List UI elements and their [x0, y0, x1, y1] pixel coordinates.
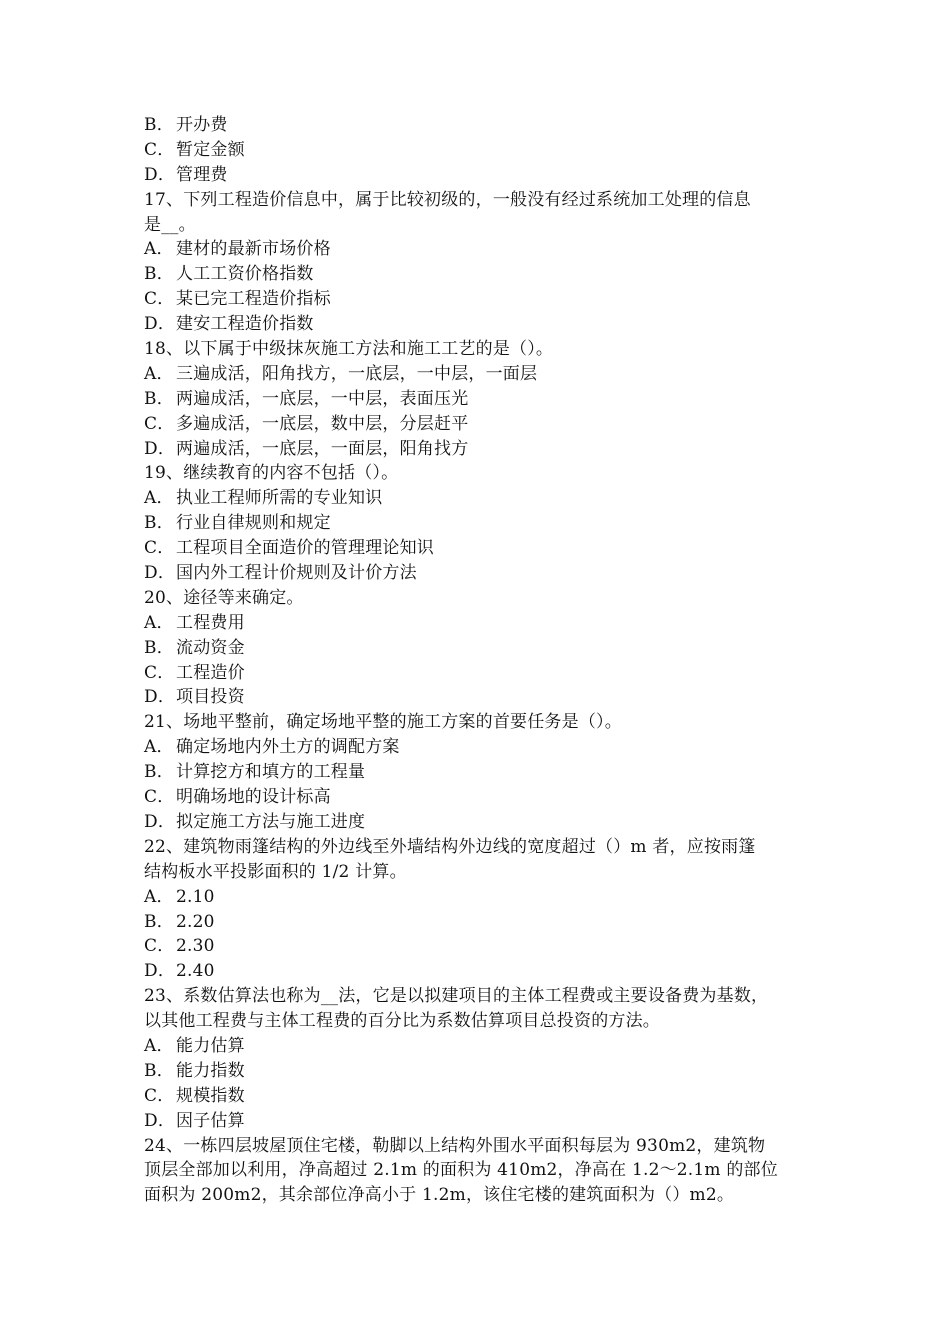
question-stem-line: 是__。: [144, 214, 196, 235]
option-letter: A．: [144, 612, 174, 633]
option-letter: B．: [144, 513, 174, 534]
option-letter: B．: [144, 637, 174, 658]
question-stem-line: 17、下列工程造价信息中，属于比较初级的，一般没有经过系统加工处理的信息: [144, 189, 751, 210]
option-text: 国内外工程计价规则及计价方法: [176, 563, 417, 584]
option-text: 计算挖方和填方的工程量: [176, 762, 366, 783]
question-stem-line: 19、继续教育的内容不包括（）。: [144, 463, 399, 484]
option-text: 人工工资价格指数: [176, 264, 314, 285]
option-letter: C．: [144, 289, 175, 310]
answer-option: [144, 910, 808, 935]
option-letter: D．: [144, 1110, 176, 1131]
answer-option: [144, 785, 808, 810]
answer-option: [144, 113, 808, 138]
question-stem-line: 顶层全部加以利用，净高超过 2.1m 的面积为 410m2，净高在 1.2～2.1m 的部位: [144, 1160, 778, 1181]
option-letter: D．: [144, 438, 176, 459]
option-text: 确定场地内外土方的调配方案: [176, 737, 400, 758]
option-letter: D．: [144, 314, 176, 335]
option-text: 能力指数: [176, 1060, 245, 1081]
question-stem-line: 20、途径等来确定。: [144, 587, 304, 608]
option-text: 能力估算: [176, 1035, 245, 1056]
option-text: 开办费: [176, 115, 228, 135]
option-letter: B．: [144, 115, 174, 135]
question-stem-line: 结构板水平投影面积的 1/2 计算。: [144, 861, 407, 882]
option-text: 2.10: [176, 886, 215, 907]
option-text: 规模指数: [176, 1085, 245, 1106]
option-letter: B．: [144, 762, 174, 783]
question-stem-line: 24、一栋四层坡屋顶住宅楼，勒脚以上结构外围水平面积每层为 930m2，建筑物: [144, 1135, 766, 1156]
option-text: 流动资金: [176, 637, 245, 658]
answer-option: [144, 1109, 808, 1134]
option-letter: B．: [144, 1060, 174, 1081]
document-page: [144, 113, 808, 1208]
option-letter: C．: [144, 662, 175, 683]
answer-option: [144, 138, 808, 163]
answer-option: [144, 561, 808, 586]
option-text: 项目投资: [176, 687, 245, 708]
answer-option: [144, 611, 808, 636]
answer-option: [144, 536, 808, 561]
option-text: 2.30: [176, 936, 215, 957]
option-letter: B．: [144, 911, 174, 932]
answer-option: [144, 237, 808, 262]
option-letter: A．: [144, 363, 174, 384]
question-stem-line: 面积为 200m2，其余部位净高小于 1.2m，该住宅楼的建筑面积为（）m2。: [144, 1185, 735, 1206]
answer-option: [144, 1084, 808, 1109]
option-letter: C．: [144, 1085, 175, 1106]
option-text: 执业工程师所需的专业知识: [176, 488, 383, 509]
question-stem-line: 23、系数估算法也称为__法，它是以拟建项目的主体工程费或主要设备费为基数，: [144, 986, 769, 1007]
answer-option: [144, 810, 808, 835]
option-text: 拟定施工方法与施工进度: [176, 811, 366, 832]
answer-option: [144, 760, 808, 785]
option-text: 多遍成活，一底层，数中层，分层赶平: [176, 413, 469, 434]
option-letter: C．: [144, 538, 175, 559]
option-text: 2.40: [176, 961, 215, 982]
option-text: 2.20: [176, 911, 215, 932]
option-letter: C．: [144, 787, 175, 808]
answer-option: [144, 362, 808, 387]
option-letter: D．: [144, 961, 176, 982]
answer-option: [144, 636, 808, 661]
option-letter: B．: [144, 388, 174, 409]
answer-option: [144, 885, 808, 910]
answer-option: [144, 262, 808, 287]
option-letter: D．: [144, 687, 176, 708]
option-text: 两遍成活，一底层，一中层，表面压光: [176, 388, 469, 409]
answer-option: [144, 312, 808, 337]
option-text: 工程造价: [176, 662, 245, 683]
answer-option: [144, 1034, 808, 1059]
answer-option: [144, 685, 808, 710]
answer-option: [144, 412, 808, 437]
option-text: 建安工程造价指数: [176, 314, 314, 335]
answer-option: [144, 661, 808, 686]
option-letter: C．: [144, 139, 175, 160]
option-letter: A．: [144, 886, 174, 907]
option-letter: C．: [144, 413, 175, 434]
option-letter: A．: [144, 737, 174, 758]
answer-option: [144, 1059, 808, 1084]
option-text: 建材的最新市场价格: [176, 239, 331, 260]
option-letter: C．: [144, 936, 175, 957]
question-stem-line: 22、建筑物雨篷结构的外边线至外墙结构外边线的宽度超过（）m 者，应按雨篷: [144, 836, 756, 857]
option-text: 某已完工程造价指标: [176, 289, 331, 310]
option-text: 两遍成活，一底层，一面层，阳角找方: [176, 438, 469, 459]
question-stem-line: 以其他工程费与主体工程费的百分比为系数估算项目总投资的方法。: [144, 1011, 660, 1032]
answer-option: [144, 287, 808, 312]
option-letter: A．: [144, 239, 174, 260]
answer-option: [144, 437, 808, 462]
option-text: 暂定金额: [176, 139, 245, 160]
option-letter: D．: [144, 811, 176, 832]
option-text: 明确场地的设计标高: [176, 787, 331, 808]
option-text: 工程项目全面造价的管理理论知识: [176, 538, 434, 559]
option-letter: A．: [144, 1035, 174, 1056]
answer-option: [144, 163, 808, 188]
question-stem-line: 21、场地平整前，确定场地平整的施工方案的首要任务是（）。: [144, 712, 622, 733]
option-letter: D．: [144, 563, 176, 584]
option-letter: D．: [144, 164, 176, 185]
option-text: 三遍成活，阳角找方，一底层，一中层，一面层: [176, 363, 538, 384]
answer-option: [144, 934, 808, 959]
answer-option: [144, 735, 808, 760]
answer-option: [144, 511, 808, 536]
option-text: 管理费: [176, 164, 228, 185]
option-text: 工程费用: [176, 612, 245, 633]
option-letter: A．: [144, 488, 174, 509]
option-letter: B．: [144, 264, 174, 285]
answer-option: [144, 959, 808, 984]
answer-option: [144, 486, 808, 511]
option-text: 行业自律规则和规定: [176, 513, 331, 534]
option-text: 因子估算: [176, 1110, 245, 1131]
question-stem-line: 18、以下属于中级抹灰施工方法和施工工艺的是（）。: [144, 339, 554, 360]
answer-option: [144, 387, 808, 412]
